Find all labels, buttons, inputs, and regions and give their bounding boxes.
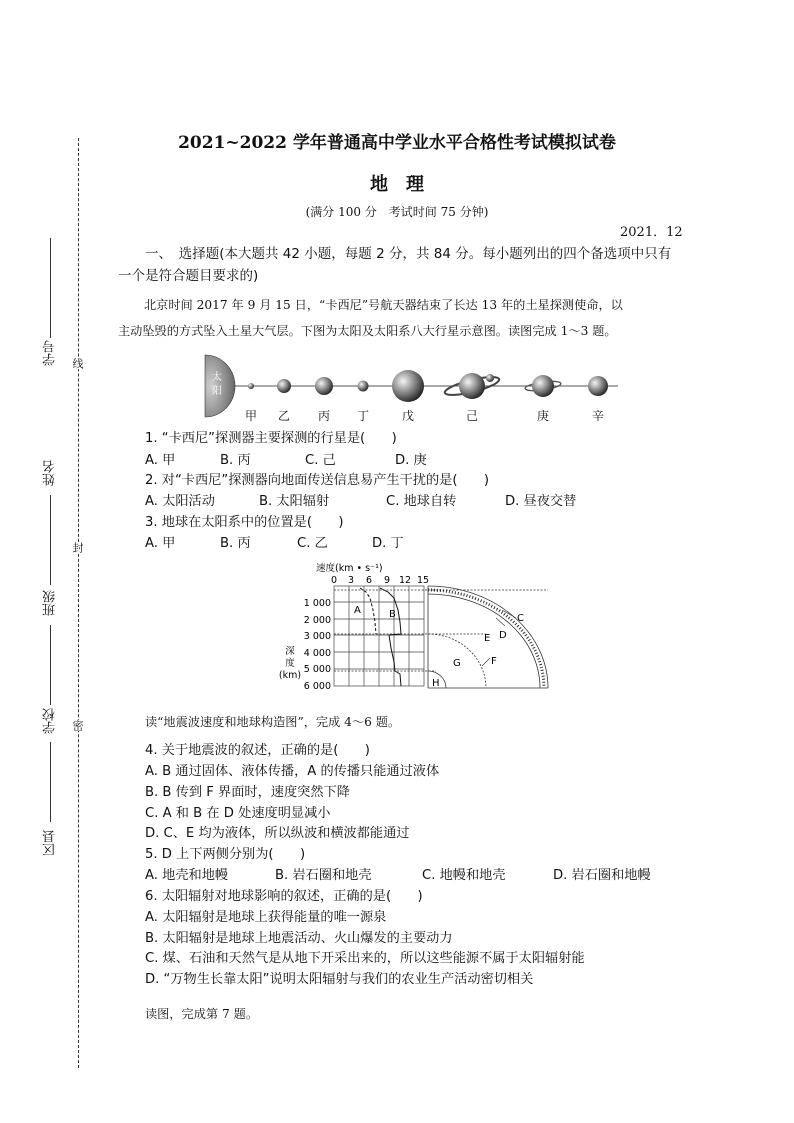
exam-title: 2021~2022 学年普通高中学业水平合格性考试模拟试卷: [178, 133, 616, 153]
planet-jia-body: [248, 383, 254, 389]
passage-1-line-1: 北京时间 2017 年 9 月 15 日，“卡西尼”号航天器结束了长达 13 年的土星探测使命，以: [144, 298, 623, 312]
q1-option-d[interactable]: D. 庚: [395, 453, 427, 468]
planet-ji-body: [459, 373, 485, 399]
question-1-stem: 1. “卡西尼”探测器主要探测的行星是( ): [145, 431, 397, 446]
subject-title: 地 理: [370, 174, 424, 195]
school-blank: [50, 742, 51, 822]
depth-tick-4000: 4 000: [303, 648, 331, 659]
q2-option-d[interactable]: D. 昼夜交替: [505, 494, 577, 509]
speed-tick-6: 6: [365, 575, 373, 586]
speed-ticks: [331, 575, 429, 586]
q1-option-c[interactable]: C. 己: [305, 453, 336, 468]
margin-label-district: 区县: [43, 830, 58, 856]
seal-mark-feng: 封: [71, 542, 84, 553]
q6-option-b[interactable]: B. 太阳辐射是地球上地震活动、火山爆发的主要动力: [145, 931, 453, 946]
depth-label-3: (km): [278, 670, 302, 681]
seal-mark-mi: 密: [71, 720, 84, 731]
planet-yi-body: [277, 379, 291, 393]
layer-label-f: F: [491, 656, 497, 667]
margin-label-class: 班级: [43, 590, 58, 616]
q2-option-c[interactable]: C. 地球自转: [386, 494, 457, 509]
layer-label-c: C: [517, 613, 524, 624]
q5-option-c[interactable]: C. 地幔和地壳: [422, 868, 506, 883]
question-3-stem: 3. 地球在太阳系中的位置是( ): [145, 515, 344, 530]
wave-label-b: B: [389, 609, 396, 620]
depth-tick-6000: 6 000: [303, 681, 331, 692]
planet-label-ding: 丁: [357, 409, 370, 423]
layer-label-h: H: [432, 678, 440, 689]
speed-axis-label: 速度(km • s⁻¹): [316, 563, 383, 574]
planet-ding-body: [358, 381, 369, 392]
exam-info: (满分 100 分 考试时间 75 分钟): [305, 205, 489, 219]
planet-xin-body: [588, 376, 608, 396]
planet-label-yi: 乙: [278, 409, 291, 423]
sun-label-2: 阳: [212, 386, 222, 397]
binding-dashed-line: [78, 138, 79, 1068]
section-1-instructions: [118, 243, 683, 287]
passage-1: [118, 292, 678, 344]
wave-a-curve: [360, 588, 376, 634]
q6-option-a[interactable]: A. 太阳辐射是地球上获得能量的唯一源泉: [145, 910, 387, 925]
q1-option-a[interactable]: A. 甲: [145, 453, 176, 468]
question-4-stem: 4. 关于地震波的叙述，正确的是( ): [145, 743, 370, 758]
student-id-blank: [50, 238, 51, 338]
depth-axis-label: [279, 646, 301, 681]
q4-option-b[interactable]: B. B 传到 F 界面时，速度突然下降: [145, 785, 350, 800]
q3-option-a[interactable]: A. 甲: [145, 536, 176, 551]
section-1-line-2: 一个是符合题目要求的): [118, 268, 259, 284]
speed-tick-9: 9: [383, 575, 391, 586]
margin-label-student-id: 学号: [43, 340, 58, 366]
question-5-stem: 5. D 上下两侧分别为( ): [145, 847, 306, 862]
depth-tick-5000: 5 000: [303, 664, 331, 675]
q3-option-d[interactable]: D. 丁: [372, 536, 404, 551]
depth-label-1: 深: [285, 646, 295, 657]
planet-label-wu: 戊: [402, 409, 415, 423]
question-2-stem: 2. 对“卡西尼”探测器向地面传送信息易产生干扰的是( ): [145, 473, 490, 488]
layer-label-e: E: [484, 633, 491, 644]
depth-label-2: 度: [285, 658, 295, 669]
q2-option-b[interactable]: B. 太阳辐射: [259, 494, 330, 509]
depth-tick-2000: 2 000: [303, 615, 331, 626]
passage-2: 读“地震波速度和地球构造图”，完成 4～6 题。: [145, 715, 401, 729]
name-blank: [50, 495, 51, 585]
q5-option-d[interactable]: D. 岩石圈和地幔: [553, 868, 651, 883]
seal-mark-xian: 线: [71, 358, 84, 369]
q5-option-b[interactable]: B. 岩石圈和地壳: [275, 868, 372, 883]
sun-label: 太: [212, 372, 222, 383]
section-1-line-1: 一、 选择题(本大题共 42 小题，每题 2 分，共 84 分。每小题列出的四个备选项中只有: [145, 246, 672, 262]
speed-tick-3: 3: [347, 575, 355, 586]
planet-ji-moon: [486, 374, 494, 382]
planet-label-geng: 庚: [537, 409, 550, 423]
exam-date: 2021．12: [620, 225, 683, 240]
q4-option-a[interactable]: A. B 通过固体、液体传播，A 的传播只能通过液体: [145, 764, 440, 779]
passage-3: 读图，完成第 7 题。: [145, 1007, 259, 1021]
layer-label-d: D: [499, 630, 507, 641]
q5-option-a[interactable]: A. 地壳和地幔: [145, 868, 229, 883]
seismic-grid: [334, 586, 424, 686]
planet-label-jia: 甲: [245, 409, 258, 423]
margin-label-school: 学校: [43, 708, 58, 734]
passage-1-line-2: 主动坠毁的方式坠入土星大气层。下图为太阳及太阳系八大行星示意图。读图完成 1～3 题。: [118, 324, 617, 338]
margin-label-name: 姓名: [43, 460, 58, 486]
q4-option-c[interactable]: C. A 和 B 在 D 处速度明显减小: [145, 806, 331, 821]
q6-option-d[interactable]: D. “万物生长靠太阳”说明太阳辐射与我们的农业生产活动密切相关: [145, 972, 534, 987]
planet-label-bing: 丙: [318, 409, 331, 423]
label-d-leader: [496, 618, 505, 626]
wave-label-a: A: [354, 605, 361, 616]
seismic-wave-diagram: [276, 558, 554, 694]
planet-wu-body: [392, 370, 424, 402]
depth-tick-3000: 3 000: [303, 631, 331, 642]
q6-option-c[interactable]: C. 煤、石油和天然气是从地下开采出来的，所以这些能源不属于太阳辐射能: [145, 951, 585, 966]
label-c-leader: [502, 610, 516, 618]
planet-geng-body: [532, 375, 554, 397]
q3-option-c[interactable]: C. 乙: [297, 536, 328, 551]
depth-tick-1000: 1 000: [303, 598, 331, 609]
layer-label-g: G: [453, 658, 461, 669]
question-6-stem: 6. 太阳辐射对地球影响的叙述，正确的是( ): [145, 889, 423, 904]
q2-option-a[interactable]: A. 太阳活动: [145, 494, 215, 509]
speed-tick-0: 0: [330, 575, 338, 586]
label-f-leader: [482, 658, 490, 666]
q3-option-b[interactable]: B. 丙: [220, 536, 251, 551]
planet-bing-body: [315, 377, 333, 395]
q1-option-b[interactable]: B. 丙: [220, 453, 251, 468]
speed-tick-15: 15: [416, 575, 430, 586]
depth-ticks: [304, 598, 331, 692]
class-blank: [50, 625, 51, 705]
speed-tick-12: 12: [398, 575, 412, 586]
q4-option-d[interactable]: D. C、E 均为液体，所以纵波和横波都能通过: [145, 826, 410, 841]
planet-label-ji: 己: [466, 409, 479, 423]
planet-label-xin: 辛: [592, 409, 605, 423]
